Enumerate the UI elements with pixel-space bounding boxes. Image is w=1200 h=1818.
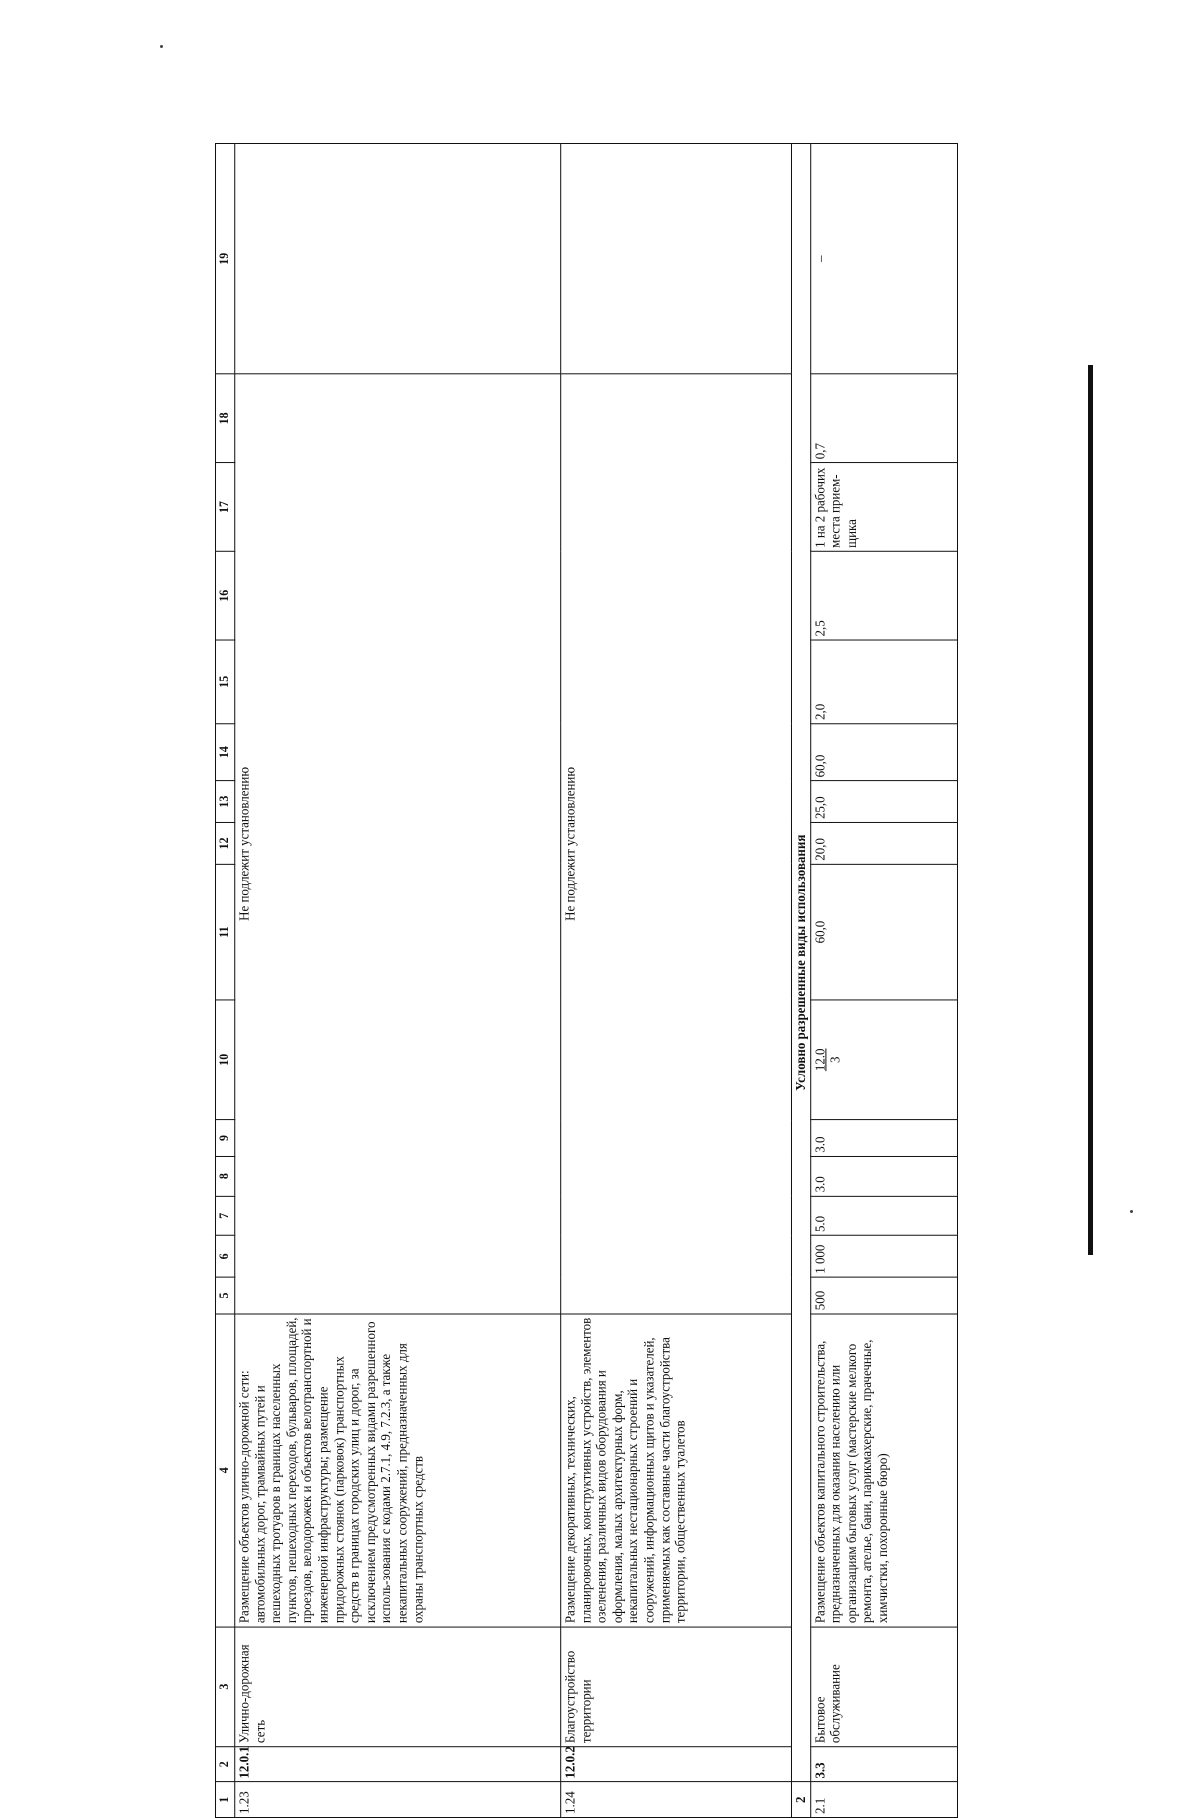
- header-cell: 11: [216, 864, 235, 1000]
- header-row: [216, 143, 235, 1817]
- value-cell: 60,0: [810, 864, 957, 1000]
- row-number: 1.24: [561, 1782, 792, 1817]
- use-code: 3.3: [810, 1747, 957, 1782]
- use-name: Бытовое обслуживание: [810, 1627, 957, 1747]
- use-description: Размещение объектов улично-дорожной сети: автомобильных дорог, трамвайных путей и пешеходных тротуаров в границах населенных пунктов, пешеходных переходов, бульваров, площадей, проездов, велодорожек и объектов велотранспортной и инженерной инфраструктуры; размещение придорожных стоянок (парковок) транспортных средств в границах городских улиц и дорог, за исключением предусмотренных видами разрешенного исполь-зования с кодами 2.7.1, 4.9, 7.2.3, а также некапитальных сооружений, предназначенных для охраны транспортных средств: [235, 1314, 561, 1627]
- value-cell: 20,0: [810, 823, 957, 865]
- header-cell: 14: [216, 723, 235, 780]
- header-cell: 3: [216, 1627, 235, 1747]
- value-cell: 3.0: [810, 1120, 957, 1157]
- use-name: Благоустройство территории: [561, 1627, 792, 1747]
- header-cell: 7: [216, 1196, 235, 1236]
- section-row: [791, 143, 810, 1817]
- scan-speck: [160, 45, 163, 48]
- value-cell: 2,0: [810, 640, 957, 723]
- rotated-table-container: [215, 143, 958, 1818]
- value-cell: 1 000: [810, 1236, 957, 1278]
- value-cell: 3.0: [810, 1156, 957, 1196]
- header-cell: 19: [216, 143, 235, 374]
- empty-cell: [235, 143, 561, 374]
- row-number: 2.1: [810, 1782, 957, 1817]
- value-cell: 500: [810, 1277, 957, 1314]
- section-number: 2: [791, 1782, 810, 1817]
- fraction-denominator: 3: [827, 1056, 843, 1064]
- header-cell: 12: [216, 823, 235, 865]
- header-cell: 10: [216, 1000, 235, 1120]
- header-cell: 9: [216, 1120, 235, 1157]
- value-cell: 2,5: [810, 551, 957, 640]
- not-applicable-note: Не подлежит установлению: [235, 374, 561, 1314]
- empty-cell: [561, 143, 792, 374]
- value-cell: 0,7: [810, 374, 957, 463]
- use-name: Улично-дорожная сеть: [235, 1627, 561, 1747]
- header-cell: 13: [216, 781, 235, 823]
- value-cell-fraction: [810, 1000, 957, 1120]
- table-row: [810, 143, 957, 1817]
- value-cell: 60,0: [810, 723, 957, 780]
- header-cell: 1: [216, 1782, 235, 1817]
- table-row: [561, 143, 792, 1817]
- header-cell: 15: [216, 640, 235, 723]
- value-cell: 25,0: [810, 781, 957, 823]
- use-description: Размещение объектов капитального строительства, предназначенных для оказания населению или организациям бытовых услуг (мастерские мелкого ремонта, ателье, бани, парикмахерские, прачечные, химчистки, похоронные бюро): [810, 1314, 957, 1627]
- header-cell: 5: [216, 1277, 235, 1314]
- use-description: Размещение декоративных, технических, планировочных, конструктивных устройств, элементов озеленения, различных видов оборудования и оформления, малых архитектурных форм, некапитальных нестационарных строений и сооружений, информационных щитов и указателей, применяемых как составные части благоустройства территории, общественных туалетов: [561, 1314, 792, 1627]
- row-number: 1.23: [235, 1782, 561, 1817]
- section-title: Условно разрешенные виды использования: [791, 143, 810, 1782]
- scan-speck: [1130, 1210, 1133, 1213]
- table-row: [235, 143, 561, 1817]
- value-cell: 1 на 2 рабочих места прием-щика: [810, 463, 957, 552]
- value-cell: –: [810, 143, 957, 374]
- value-cell: 5.0: [810, 1196, 957, 1236]
- header-cell: 4: [216, 1314, 235, 1627]
- fraction-numerator: 12.0: [811, 1048, 828, 1072]
- margin-bar: [1088, 365, 1093, 1255]
- use-code: 12.0.1: [235, 1747, 561, 1782]
- use-code: 12.0.2: [561, 1747, 792, 1782]
- header-cell: 6: [216, 1236, 235, 1278]
- land-use-regulations-table: [215, 143, 958, 1818]
- header-cell: 8: [216, 1156, 235, 1196]
- not-applicable-note: Не подлежит установлению: [561, 374, 792, 1314]
- header-cell: 17: [216, 463, 235, 552]
- header-cell: 2: [216, 1747, 235, 1782]
- header-cell: 18: [216, 374, 235, 463]
- header-cell: 16: [216, 551, 235, 640]
